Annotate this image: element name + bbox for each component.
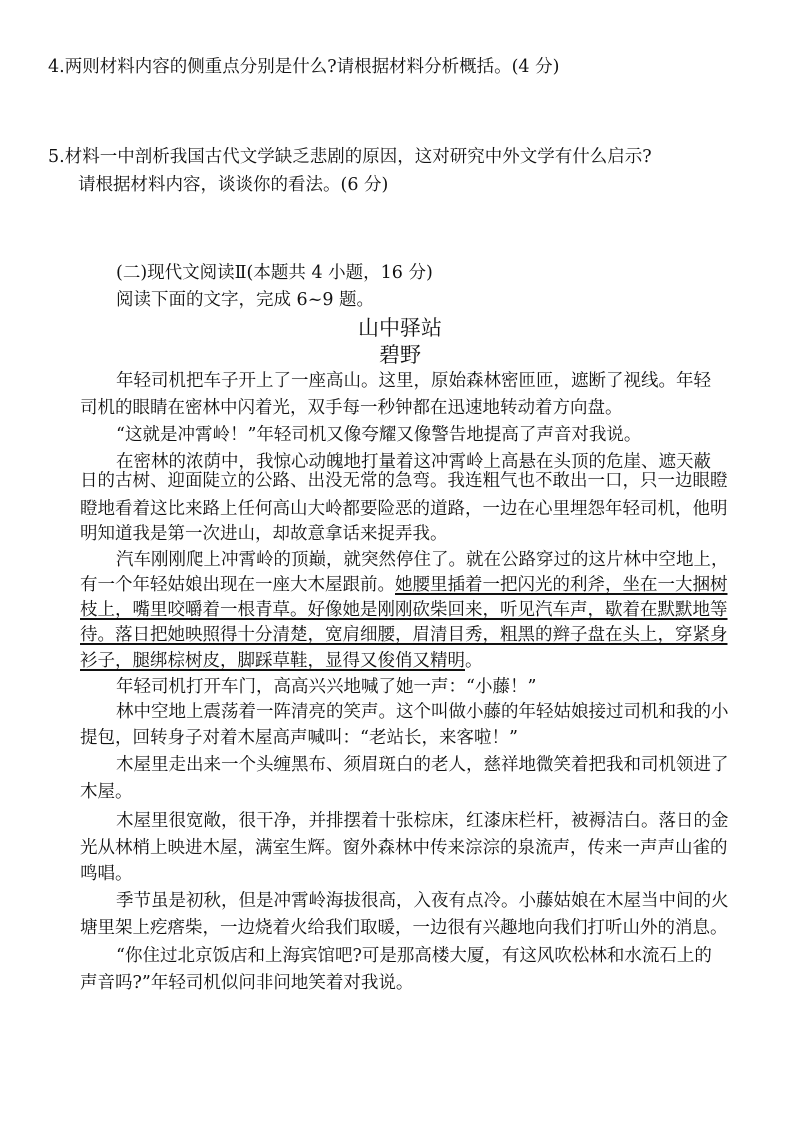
article-title: 山中驿站	[358, 316, 442, 340]
section-instruction: 阅读下面的文字，完成 6~9 题。	[116, 290, 375, 310]
paragraph-line: 在密林的浓荫中，我惊心动魄地打量着这冲霄岭上高悬在头顶的危崖、遮天蔽	[116, 452, 711, 472]
paragraph-line: 年轻司机打开车门，高高兴兴地喊了她一声：“小藤！”	[116, 677, 537, 697]
underlined-line: 待。落日把她映照得十分清楚，宽肩细腰，眉清目秀，粗黑的辫子盘在头上，穿紧身	[80, 625, 728, 645]
question-4: 4.两则材料内容的侧重点分别是什么?请根据材料分析概括。(4 分)	[48, 57, 560, 77]
paragraph-line: 林中空地上震荡着一阵清亮的笑声。这个叫做小藤的年轻姑娘接过司机和我的小	[116, 702, 729, 722]
paragraph-line: 木屋。	[80, 782, 133, 802]
paragraph-line: 日的古树、迎面陡立的公路、出没无常的急弯。我连粗气也不敢出一口，只一边眼瞪	[80, 471, 728, 491]
paragraph-line: 声音吗?”年轻司机似问非问地笑着对我说。	[80, 973, 414, 993]
paragraph-line	[80, 574, 728, 596]
section-heading: (二)现代文阅读Ⅱ(本题共 4 小题，16 分)	[116, 263, 433, 283]
paragraph-line: 司机的眼睛在密林中闪着光，双手每一秒钟都在迅速地转动着方向盘。	[80, 398, 623, 418]
paragraph-line: 木屋里很宽敞，很干净，并排摆着十张棕床，红漆床栏杆，被褥洁白。落日的金	[116, 811, 729, 831]
underlined-text: 衫子，腿绑棕树皮，脚踩草鞋，显得又俊俏又精明	[80, 651, 465, 671]
paragraph-line: 鸣唱。	[80, 864, 133, 884]
paragraph-line: 瞪地看着这比来路上任何高山大岭都要险恶的道路，一边在心里埋怨年轻司机，他明	[80, 499, 728, 519]
paragraph-line: 塘里架上疙瘩柴，一边烧着火给我们取暖，一边很有兴趣地向我们打听山外的消息。	[80, 918, 728, 938]
paragraph-line: 季节虽是初秋，但是冲霄岭海拔很高，入夜有点冷。小藤姑娘在木屋当中间的火	[116, 891, 729, 911]
paragraph-line: 明知道我是第一次进山，却故意拿话来捉弄我。	[80, 524, 448, 544]
paragraph-line: “这就是冲霄岭！”年轻司机又像夸耀又像警告地提高了声音对我说。	[116, 425, 642, 445]
plain-text: 。	[465, 651, 483, 671]
underlined-line: 枝上，嘴里咬嚼着一根青草。好像她是刚刚砍柴回来，听见汽车声，歇着在默默地等	[80, 600, 728, 620]
paragraph-line: 木屋里走出来一个头缠黑布、须眉斑白的老人，慈祥地微笑着把我和司机领进了	[116, 755, 729, 775]
underlined-text: 她腰里插着一把闪光的利斧，坐在一大捆树	[395, 575, 728, 595]
article-author: 碧野	[379, 343, 421, 367]
paragraph-line: 提包，回转身子对着木屋高声喊叫：“老站长，来客啦！”	[80, 728, 518, 748]
question-5: 5.材料一中剖析我国古代文学缺乏悲剧的原因，这对研究中外文学有什么启示?	[48, 147, 652, 167]
paragraph-line: “你住过北京饭店和上海宾馆吧?可是那高楼大厦，有这风吹松林和水流石上的	[116, 946, 712, 966]
plain-text: 有一个年轻姑娘出现在一座大木屋跟前。	[80, 575, 395, 595]
question-5-continued: 请根据材料内容，谈谈你的看法。(6 分)	[78, 175, 389, 195]
paragraph-line	[80, 650, 483, 672]
paragraph-line: 汽车刚刚爬上冲霄岭的顶巅，就突然停住了。就在公路穿过的这片林中空地上，	[116, 550, 729, 570]
paragraph-line: 光从林梢上映进木屋，满室生辉。窗外森林中传来淙淙的泉流声，传来一声声山雀的	[80, 838, 728, 858]
paragraph-line: 年轻司机把车子开上了一座高山。这里，原始森林密匝匝，遮断了视线。年轻	[116, 371, 711, 391]
